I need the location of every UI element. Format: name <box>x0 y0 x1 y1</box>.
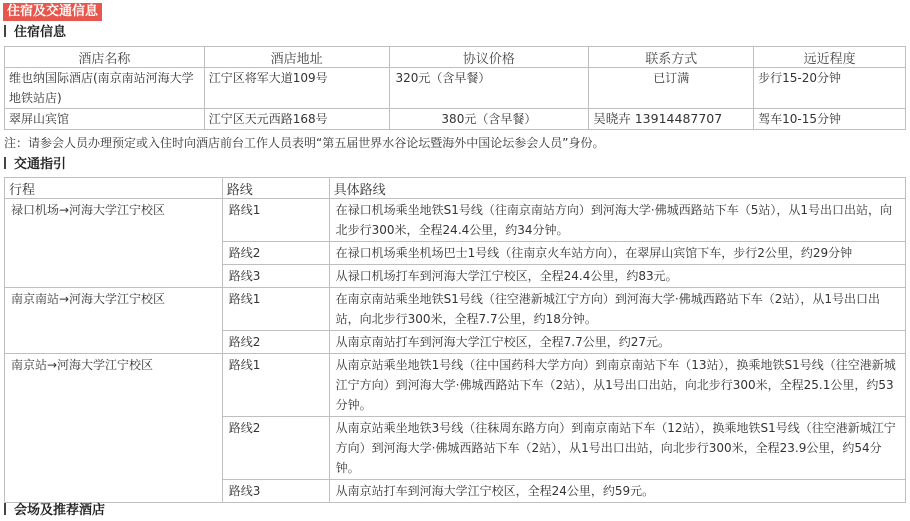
venue-section-heading <box>4 503 105 519</box>
route-detail: 在禄口机场乘坐地铁S1号线（往南京南站方向）到河海大学·佛城西路站下车（5站），从1号出口出站，向北步行300米，全程24.4公里，约34分钟。 <box>329 199 905 242</box>
page-banner: 住宿及交通信息 <box>3 3 102 21</box>
route-detail: 在南京南站乘坐地铁S1号线（往空港新城江宁方向）到河海大学·佛城西路站下车（2站），从1号出口出站，向北步行300米，全程7.7公里，约18分钟。 <box>329 288 905 331</box>
route-detail: 从南京站乘坐地铁1号线（往中国药科大学方向）到南京南站下车（13站），换乘地铁S1号线（往空港新城江宁方向）到河海大学·佛城西路站下车（2站），从1号出口出站，向北步行300米，全程25.1公里，约53分钟。 <box>329 354 905 417</box>
hotel-name: 翠屏山宾馆 <box>5 109 205 130</box>
route-name: 路线2 <box>222 242 329 265</box>
route-name: 路线3 <box>222 480 329 503</box>
hotel-table <box>4 46 906 130</box>
hotel-distance: 驾车10-15分钟 <box>754 109 906 130</box>
hotel-distance: 步行15-20分钟 <box>754 68 906 109</box>
route-name: 路线2 <box>222 417 329 480</box>
table-row <box>5 288 906 331</box>
traffic-section-heading <box>4 157 66 173</box>
venue-title: 会场及推荐酒店 <box>14 503 106 518</box>
header-detail: 具体路线 <box>329 178 905 199</box>
route-detail: 从南京南站打车到河海大学江宁校区，全程7.7公里，约27元。 <box>329 331 905 354</box>
traffic-header-row <box>5 178 906 199</box>
route-name: 路线2 <box>222 331 329 354</box>
hotel-name: 维也纳国际酒店(南京南站河海大学地铁站店) <box>5 68 205 109</box>
route-detail: 从南京站乘坐地铁3号线（往秣周东路方向）到南京南站下车（12站），换乘地铁S1号线（往空港新城江宁方向）到河海大学·佛城西路站下车（2站），从1号出口出站，向北步行300米，全程23.9公里，约54分钟。 <box>329 417 905 480</box>
trip-name: 禄口机场→河海大学江宁校区 <box>5 199 223 288</box>
section-bar <box>4 157 6 169</box>
lodging-title: 住宿信息 <box>14 25 67 40</box>
traffic-table <box>4 177 906 503</box>
hotel-address: 江宁区将军大道109号 <box>204 68 389 109</box>
booking-note: 注：请参会人员办理预定或入住时向酒店前台工作人员表明“第五届世界水谷论坛暨海外中国论坛参会人员”身份。 <box>4 136 605 150</box>
trip-name: 南京站→河海大学江宁校区 <box>5 354 223 503</box>
route-detail: 从禄口机场打车到河海大学江宁校区，全程24.4公里，约83元。 <box>329 265 905 288</box>
table-row <box>5 68 906 109</box>
header-route: 路线 <box>222 178 329 199</box>
section-bar <box>4 503 6 515</box>
traffic-title: 交通指引 <box>14 157 67 172</box>
header-contact: 联系方式 <box>589 47 754 68</box>
table-row <box>5 199 906 242</box>
header-price: 协议价格 <box>389 47 589 68</box>
table-row <box>5 109 906 130</box>
header-hotel-address: 酒店地址 <box>204 47 389 68</box>
header-hotel-name: 酒店名称 <box>5 47 205 68</box>
table-row <box>5 354 906 417</box>
route-name: 路线3 <box>222 265 329 288</box>
hotel-address: 江宁区天元西路168号 <box>204 109 389 130</box>
route-name: 路线1 <box>222 199 329 242</box>
hotel-header-row <box>5 47 906 68</box>
hotel-contact: 已订满 <box>589 68 754 109</box>
header-trip: 行程 <box>5 178 223 199</box>
route-name: 路线1 <box>222 354 329 417</box>
hotel-contact: 吴晓卉 13914487707 <box>589 109 754 130</box>
route-detail: 在禄口机场乘坐机场巴士1号线（往南京火车站方向），在翠屏山宾馆下车，步行2公里，约29分钟 <box>329 242 905 265</box>
route-detail: 从南京站打车到河海大学江宁校区，全程24公里，约59元。 <box>329 480 905 503</box>
hotel-price: 380元（含早餐） <box>389 109 589 130</box>
route-name: 路线1 <box>222 288 329 331</box>
header-distance: 远近程度 <box>754 47 906 68</box>
lodging-section-heading <box>4 25 66 41</box>
section-bar <box>4 25 6 37</box>
trip-name: 南京南站→河海大学江宁校区 <box>5 288 223 354</box>
hotel-price: 320元（含早餐） <box>389 68 589 109</box>
